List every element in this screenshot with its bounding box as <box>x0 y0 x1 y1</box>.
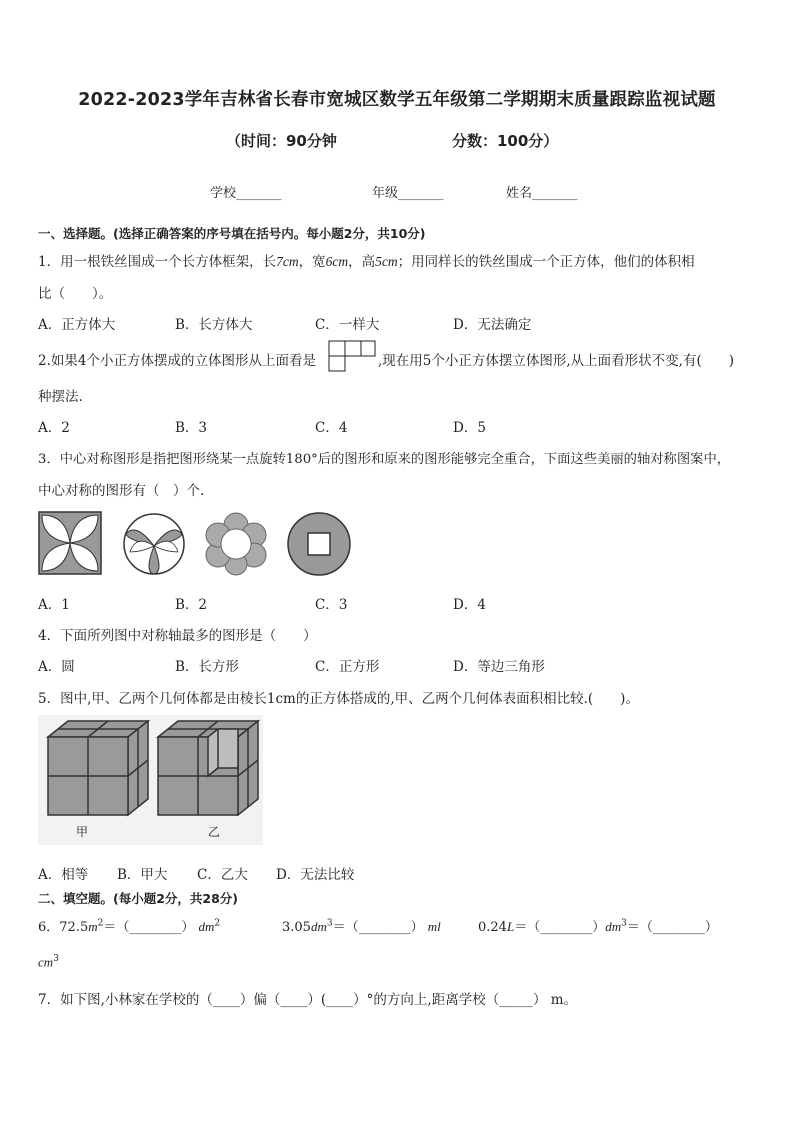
q6-blank-3: ＝（________） <box>514 920 606 935</box>
q7-line1: 7．如下图,小林家在学校的（____）偏（____）(____）°的方向上,距离学校（_____） m。 <box>38 992 578 1008</box>
q1-text-d: ；用同样长的铁丝围成一个正方体，他们的体积相 <box>397 254 695 270</box>
q6-unit-L: L <box>506 919 515 934</box>
q2-option-b: B．3 <box>175 420 208 436</box>
q1-line2: 比（ ）。 <box>38 286 113 302</box>
exam-time: （时间：90分钟 <box>226 132 337 150</box>
q3-line2: 中心对称的图形有（ ）个. <box>38 483 205 499</box>
q4-option-b: B．长方形 <box>175 659 239 675</box>
q5-figure-yi <box>158 721 258 815</box>
q6-line3 <box>478 916 718 935</box>
q3-figure-square-petals <box>38 511 102 575</box>
q3-option-d: D．4 <box>453 597 486 613</box>
q6-unit-m2: m <box>88 919 98 934</box>
q5-option-c: C．乙大 <box>197 867 248 883</box>
grade-field: 年级_______ <box>372 186 444 201</box>
q6-value-c: 0.24 <box>478 920 507 935</box>
q1-text-c: ，高 <box>348 254 376 270</box>
q3-figure-circle-three-petals <box>122 512 186 576</box>
q2-line2: 种摆法. <box>38 389 83 405</box>
q4-line1: 4．下面所列图中对称轴最多的图形是（ ） <box>38 628 317 644</box>
section2-heading: 二、填空题。(每小题2分，共28分) <box>38 891 239 906</box>
q6-unit-dm3: dm <box>310 919 327 934</box>
q1-option-a: A．正方体大 <box>38 317 116 333</box>
q1-height-unit: cm <box>381 254 398 269</box>
q1-line1 <box>38 250 695 270</box>
q6-unit-cm3: cm <box>38 954 54 970</box>
q6-line4 <box>38 954 59 970</box>
q6-value-a: 6．72.5 <box>38 920 89 935</box>
q3-option-b: B．2 <box>175 597 208 613</box>
q4-option-a: A．圆 <box>38 659 75 675</box>
q1-height-value: 5 <box>375 254 382 269</box>
q6-blank-2: ＝（________） <box>332 920 424 935</box>
q6-sup-3b: 3 <box>621 918 627 929</box>
q6-unit-dm3b: dm <box>605 919 622 934</box>
exam-score: 分数：100分） <box>452 132 559 150</box>
q1-width-value: 6 <box>325 254 333 269</box>
name-field: 姓名_______ <box>506 186 578 201</box>
q1-text-b: ，宽 <box>298 254 326 270</box>
q1-width-unit: cm <box>332 254 349 269</box>
q5-option-d: D．无法比较 <box>276 867 355 883</box>
q6-sup-2a: 2 <box>97 918 104 929</box>
q1-length-unit: cm <box>282 254 299 269</box>
q1-option-b: B．长方体大 <box>175 317 253 333</box>
q2-text-b: ,现在用5个小正方体摆立体图形,从上面看形状不变,有( ) <box>378 353 734 369</box>
q6-sup-3c: 3 <box>53 954 59 964</box>
q2-option-a: A．2 <box>38 420 70 436</box>
q5-option-a: A．相等 <box>38 867 89 883</box>
q3-line1: 3．中心对称图形是指把图形绕某一点旋转180°后的图形和原来的图形能够完全重合，下面这些美丽的轴对称图案中， <box>38 452 731 467</box>
q3-option-a: A．1 <box>38 597 70 613</box>
q6-blank-1: ＝（________） <box>103 920 195 935</box>
q2-text-a: 2.如果4个小正方体摆成的立体图形从上面看是 <box>38 353 316 369</box>
q3-option-c: C．3 <box>315 597 348 613</box>
q3-figure-coin <box>286 511 352 577</box>
q5-label-jia: 甲 <box>76 825 89 839</box>
exam-title: 2022-2023学年吉林省长春市宽城区数学五年级第二学期期末质量跟踪监视试题 <box>78 90 716 110</box>
section1-heading: 一、选择题。(选择正确答案的序号填在括号内。每小题2分，共10分) <box>38 226 426 241</box>
q3-figure-flower <box>203 512 269 576</box>
q4-option-d: D．等边三角形 <box>453 659 545 675</box>
q2-option-d: D．5 <box>453 420 486 436</box>
q1-option-d: D．无法确定 <box>453 317 532 333</box>
q5-figure-jia <box>48 721 148 815</box>
q5-line1: 5．图中,甲、乙两个几何体都是由棱长1cm的正方体搭成的,甲、乙两个几何体表面积相比较.( )。 <box>38 691 639 707</box>
q1-length-value: 7 <box>276 254 283 269</box>
q4-option-c: C．正方形 <box>315 659 380 675</box>
q5-label-yi: 乙 <box>208 825 221 839</box>
q6-line2 <box>282 916 441 935</box>
q5-cube-figures <box>38 715 263 845</box>
q1-option-c: C．一样大 <box>315 317 380 333</box>
q2-top-view-figure <box>328 340 378 372</box>
q2-option-c: C．4 <box>315 420 348 436</box>
q6-line1 <box>38 916 220 935</box>
q6-sup-2b: 2 <box>214 918 221 929</box>
q6-unit-dm2: dm <box>198 919 215 934</box>
q6-sup-3a: 3 <box>326 918 333 929</box>
q6-value-b: 3.05 <box>282 920 311 935</box>
school-field: 学校_______ <box>210 186 282 201</box>
q6-blank-4: ＝（________） <box>626 920 718 935</box>
q6-unit-ml: ml <box>427 919 441 934</box>
q1-text-a: 1．用一根铁丝围成一个长方体框架，长 <box>38 254 277 270</box>
q5-option-b: B．甲大 <box>117 867 168 883</box>
